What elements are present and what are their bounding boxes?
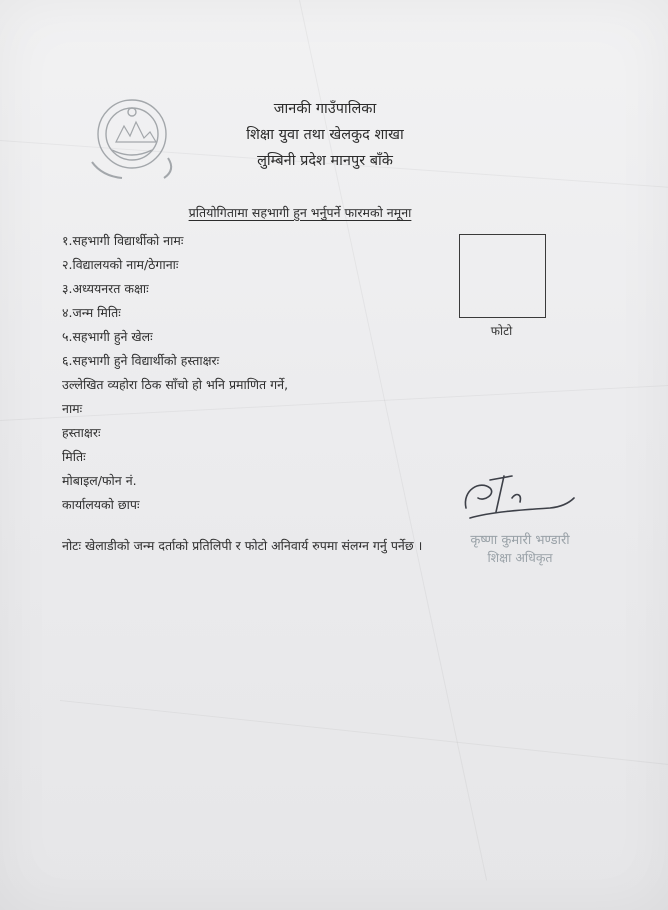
field-school-name-address: २.विद्यालयको नाम/ठेगानाः xyxy=(62,257,179,272)
header-address: लुम्बिनी प्रदेश मानपुर बाँके xyxy=(257,153,393,169)
signatory-stamp-name: कृष्णा कुमारी भण्डारी xyxy=(470,533,570,548)
handwritten-signature-icon xyxy=(450,468,580,530)
photo-box xyxy=(459,234,546,318)
header-section-name: शिक्षा युवा तथा खेलकुद शाखा xyxy=(246,127,404,143)
signatory-stamp-role: शिक्षा अधिकृत xyxy=(487,550,553,565)
footer-note: नोटः खेलाडीको जन्म दर्ताको प्रतिलिपी र फोटो अनिवार्य रुपमा संलग्न गर्नु पर्नेछ । xyxy=(62,538,423,553)
field-sport: ५.सहभागी हुने खेलः xyxy=(62,329,153,344)
field-participant-name: १.सहभागी विद्यार्थीको नामः xyxy=(62,233,184,248)
form-title: प्रतियोगितामा सहभागी हुन भर्नुपर्ने फारमको नमूना xyxy=(188,205,412,220)
certify-phone: मोबाइल/फोन नं. xyxy=(62,473,137,488)
certify-name: नामः xyxy=(62,401,83,416)
header-municipality-name: जानकी गाउँपालिका xyxy=(273,101,377,117)
certify-signature: हस्ताक्षरः xyxy=(62,425,101,440)
field-date-of-birth: ४.जन्म मितिः xyxy=(62,305,121,320)
certify-office-stamp: कार्यालयको छापः xyxy=(62,497,140,512)
field-participant-signature: ६.सहभागी हुने विद्यार्थीको हस्ताक्षरः xyxy=(62,353,220,368)
photo-label: फोटो xyxy=(490,324,513,338)
certify-date: मितिः xyxy=(62,449,86,464)
certify-statement: उल्लेखित व्यहोरा ठिक साँचो हो भनि प्रमाणित गर्ने, xyxy=(62,377,289,392)
municipality-seal-icon xyxy=(72,92,192,182)
field-study-class: ३.अध्ययनरत कक्षाः xyxy=(62,281,149,296)
